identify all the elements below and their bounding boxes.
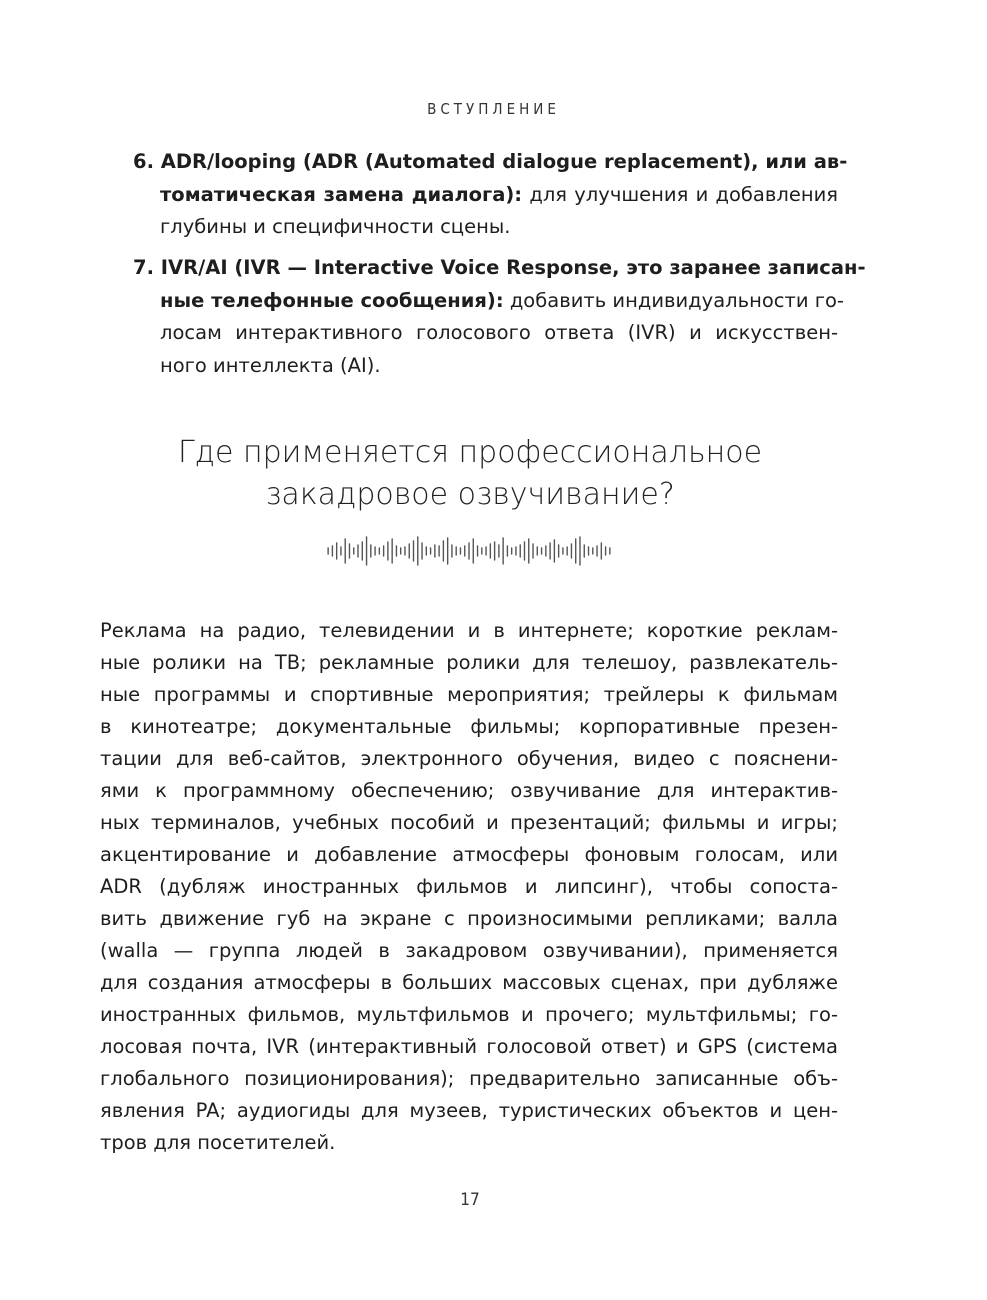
section-heading-line-2: закадровое озвучивание?: [265, 477, 675, 512]
list-item-7-line-3: лосам интерактивного голосового ответа (IVR) и искусствен-: [160, 321, 838, 344]
sound-wave-icon: [326, 536, 612, 566]
body-line: в кинотеатре; документальные фильмы; корпоративные презен-: [100, 715, 838, 738]
list-item-6-line-3: глубины и специфичности сцены.: [160, 215, 511, 238]
body-line: явления PA; аудиогиды для музеев, туристических объектов и цен-: [100, 1099, 838, 1122]
body-line: ADR (дубляж иностранных фильмов и липсинг), чтобы сопоста-: [100, 875, 838, 898]
body-line: иностранных фильмов, мультфильмов и прочего; мультфильмы; го-: [100, 1003, 838, 1026]
section-heading: [0, 432, 940, 516]
body-paragraph: [100, 615, 838, 1159]
body-line: глобального позиционирования); предварительно записанные объ-: [100, 1067, 838, 1090]
body-line: лосовая почта, IVR (интерактивный голосовой ответ) и GPS (система: [100, 1035, 838, 1058]
body-line: для создания атмосферы в больших массовых сценах, при дубляже: [100, 971, 838, 994]
body-line: тров для посетителей.: [100, 1131, 336, 1154]
list-item-7-line-2: ные телефонные сообщения): добавить индивидуальности го-: [160, 288, 844, 312]
section-heading-line-1: Где применяется профессиональное: [177, 435, 763, 470]
body-line: акцентирование и добавление атмосферы фоновым голосам, или: [100, 843, 838, 866]
body-line: ных терминалов, учебных пособий и презентаций; фильмы и игры;: [100, 811, 838, 834]
body-line: ные программы и спортивные мероприятия; трейлеры к фильмам: [100, 683, 838, 706]
list-item-7: [133, 252, 866, 382]
body-line: (walla — группа людей в закадровом озвучивании), применяется: [100, 939, 838, 962]
body-line: тации для веб-сайтов, электронного обучения, видео с пояснени-: [100, 747, 838, 770]
body-line: ями к программному обеспечению; озвучивание для интерактив-: [100, 779, 838, 802]
list-item-6-line-1: 6. ADR/looping (ADR (Automated dialogue replacement), или ав-: [133, 150, 848, 173]
list-item-7-line-4: ного интеллекта (AI).: [160, 353, 381, 377]
body-line: ные ролики на ТВ; рекламные ролики для телешоу, развлекатель-: [100, 651, 838, 674]
list-item-6-line-2: томатическая замена диалога): для улучшения и добавления: [160, 182, 838, 206]
running-head: ВСТУПЛЕНИЕ: [427, 100, 560, 118]
body-line: Реклама на радио, телевидении и в интернете; короткие реклам-: [100, 619, 838, 642]
page-number: 17: [460, 1190, 480, 1210]
list-item-7-line-1: 7. IVR/AI (IVR — Interactive Voice Response, это заранее записан-: [133, 256, 866, 279]
body-line: вить движение губ на экране с произносимыми репликами; валла: [100, 907, 838, 930]
list-item-6: [133, 146, 848, 244]
